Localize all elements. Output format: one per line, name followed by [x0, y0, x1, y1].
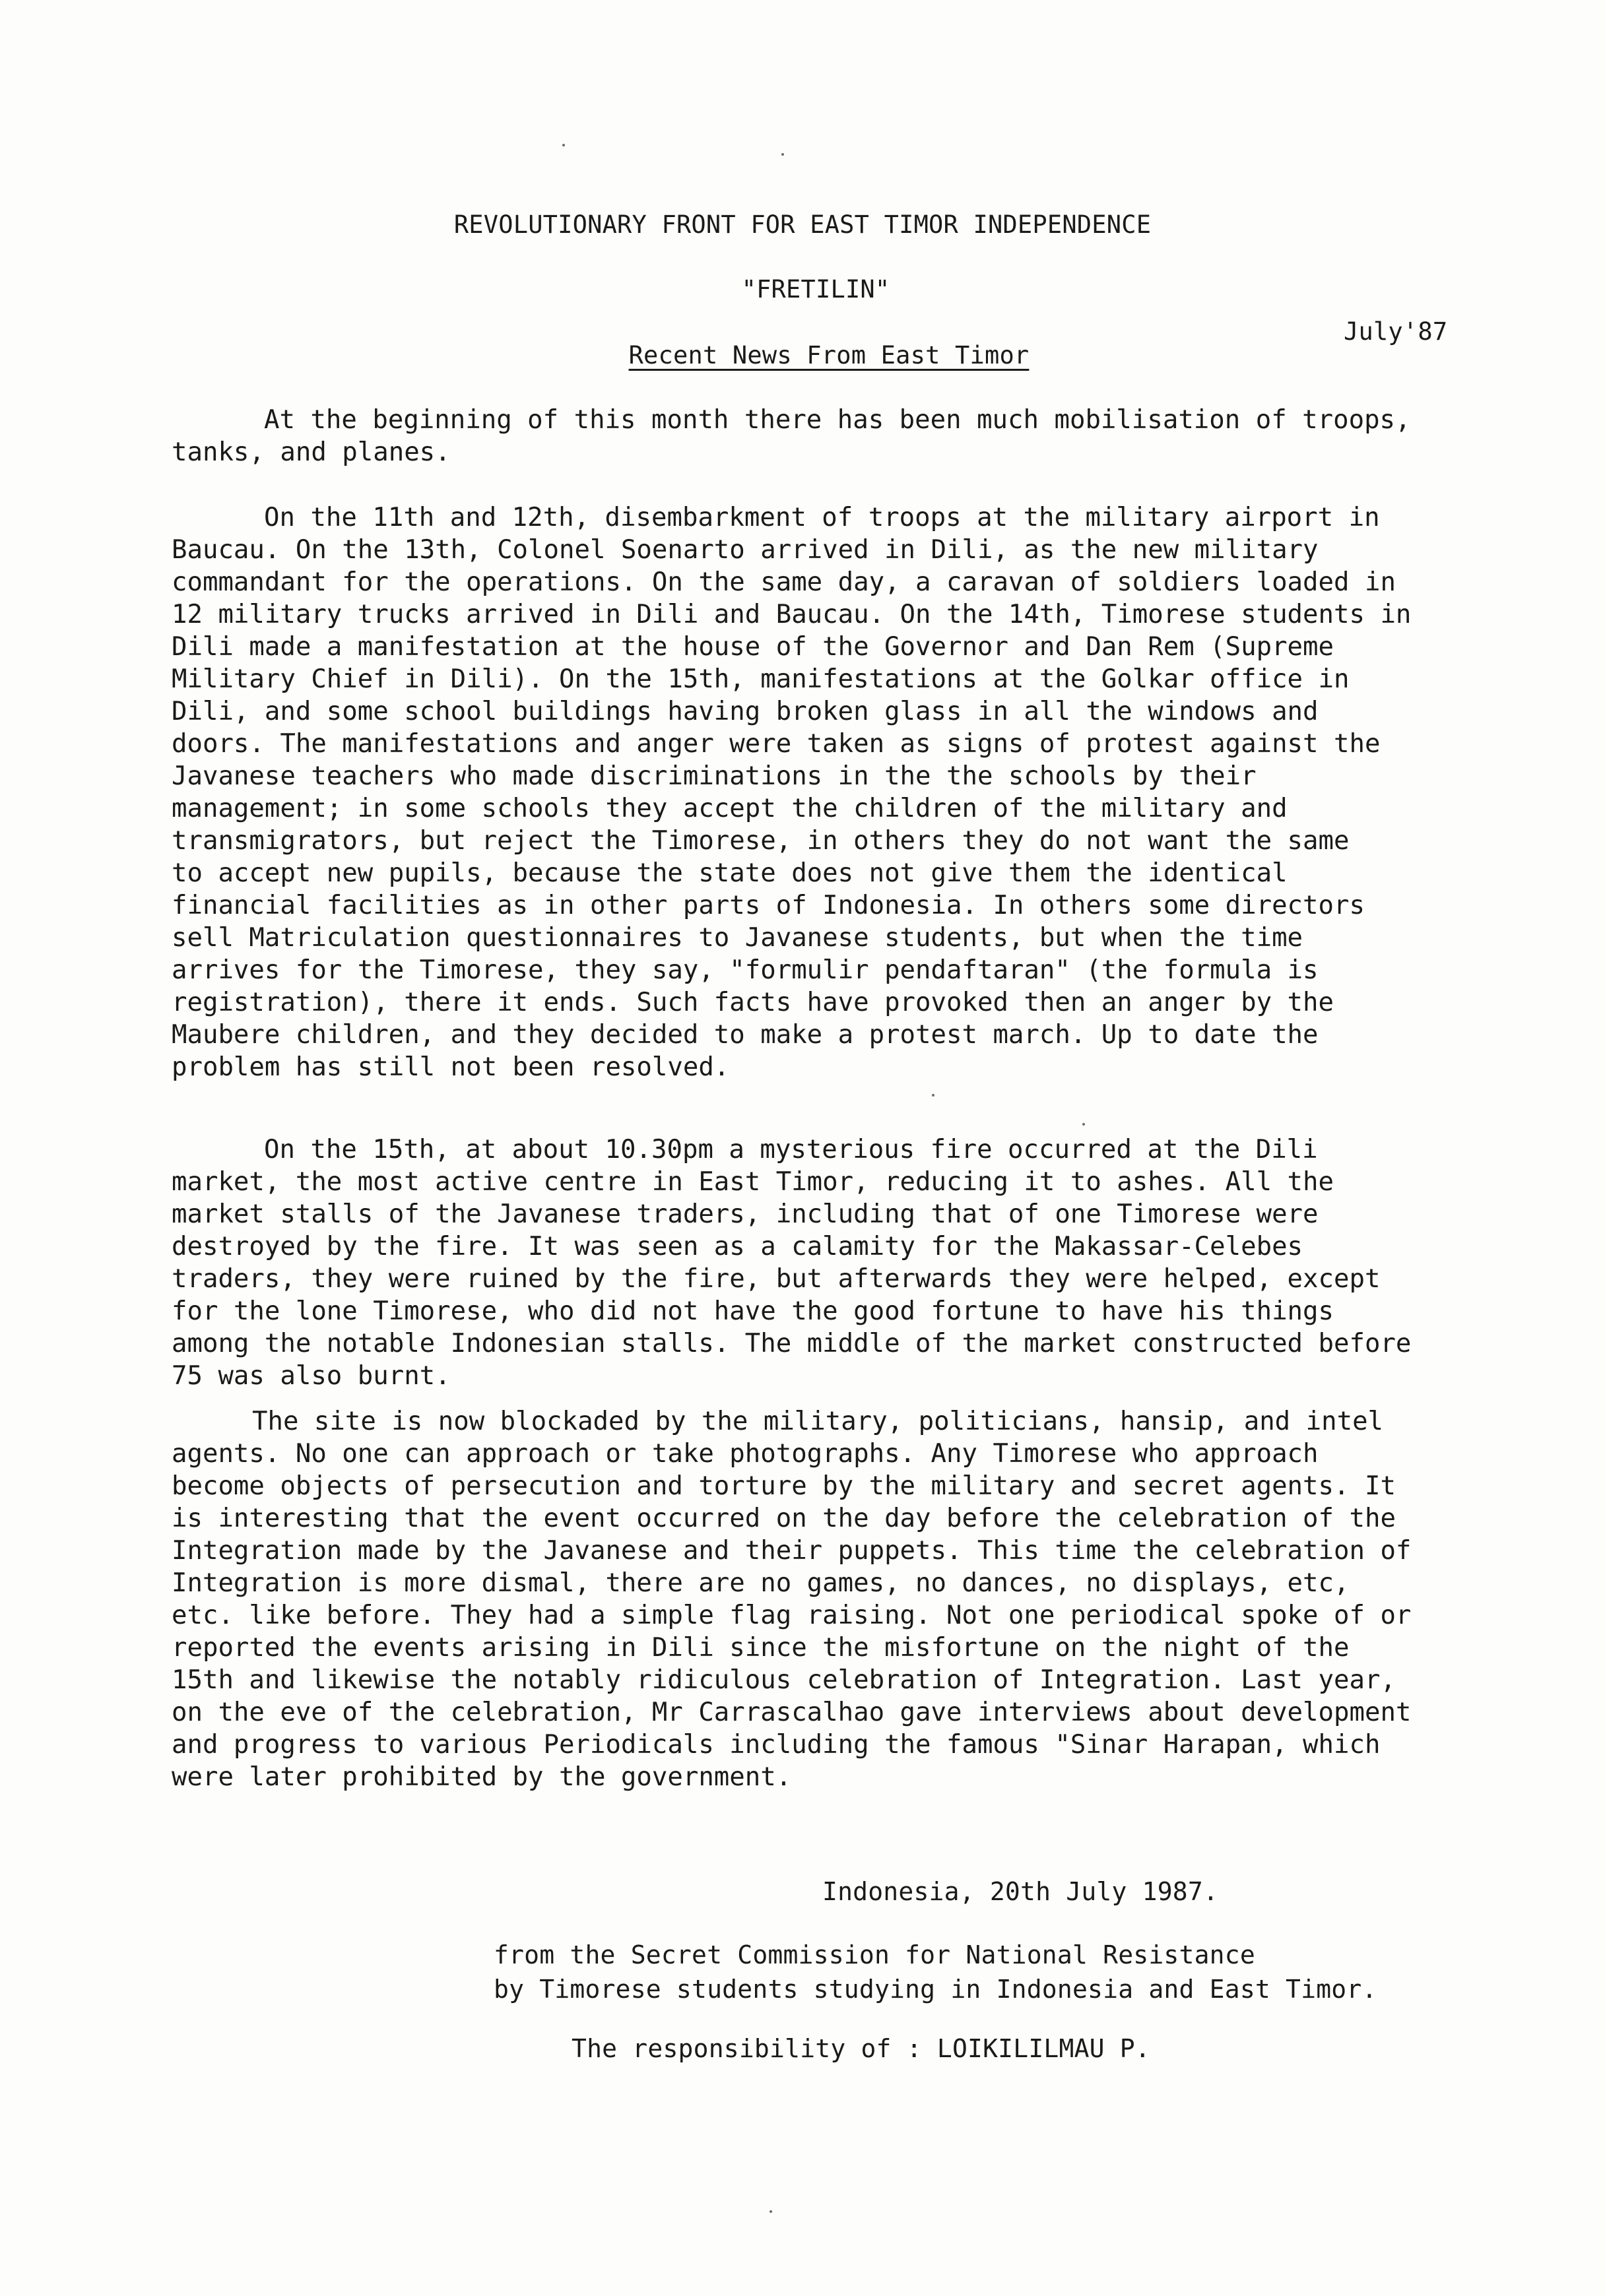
text-line: Maubere children, and they decided to make a protest march. Up to date the [172, 1020, 1319, 1050]
document-title: Recent News From East Timor [628, 341, 1030, 369]
text-line: 75 was also burnt. [172, 1361, 451, 1391]
text-line: doors. The manifestations and anger were taken as signs of protest against the [172, 729, 1381, 759]
closing-responsibility: The responsibility of : LOIKILILMAU P. [572, 2034, 1150, 2063]
text-line: transmigrators, but reject the Timorese, in others they do not want the same [172, 826, 1350, 856]
text-line: Integration is more dismal, there are no games, no dances, no displays, etc, [172, 1568, 1350, 1598]
text-line: is interesting that the event occurred on the day before the celebration of the [172, 1504, 1396, 1533]
text-line: On the 11th and 12th, disembarkment of troops at the military airport in [264, 503, 1380, 532]
paragraph-manifestations [172, 501, 1478, 1083]
text-line: Javanese teachers who made discriminations in the the schools by their [172, 761, 1257, 791]
document-date: July'87 [1344, 317, 1448, 346]
text-line: tanks, and planes. [172, 437, 451, 467]
scan-speck [781, 153, 784, 156]
text-line: management; in some schools they accept the children of the military and [172, 794, 1288, 823]
text-line: among the notable Indonesian stalls. The middle of the market constructed before [172, 1329, 1412, 1358]
text-line: Dili, and some school buildings having broken glass in all the windows and [172, 697, 1319, 726]
text-line: were later prohibited by the government. [172, 1762, 792, 1792]
scan-speck [562, 144, 565, 146]
paragraph-mobilisation [172, 404, 1478, 468]
text-line: on the eve of the celebration, Mr Carrascalhao gave interviews about development [172, 1698, 1412, 1727]
text-line: Baucau. On the 13th, Colonel Soenarto arrived in Dili, as the new military [172, 535, 1319, 565]
scan-speck [932, 1094, 934, 1097]
text-line: The site is now blockaded by the military, politicians, hansip, and intel [252, 1407, 1384, 1436]
text-line: traders, they were ruined by the fire, but afterwards they were helped, except [172, 1264, 1381, 1294]
scan-speck [770, 2210, 772, 2213]
text-line: registration), there it ends. Such facts have provoked then an anger by the [172, 988, 1334, 1017]
text-line: market, the most active centre in East Timor, reducing it to ashes. All the [172, 1167, 1334, 1197]
text-line: reported the events arising in Dili since the misfortune on the night of the [172, 1633, 1350, 1663]
text-line: destroyed by the fire. It was seen as a calamity for the Makassar-Celebes [172, 1232, 1303, 1261]
acronym-heading: "FRETILIN" [741, 275, 890, 303]
closing-from-line-2: by Timorese students studying in Indonesia and East Timor. [494, 1975, 1377, 2004]
text-line: Dili made a manifestation at the house of the Governor and Dan Rem (Supreme [172, 632, 1334, 662]
text-line: for the lone Timorese, who did not have the good fortune to have his things [172, 1296, 1334, 1326]
text-line: At the beginning of this month there has been much mobilisation of troops, [264, 405, 1411, 435]
paragraph-blockade [172, 1405, 1478, 1793]
text-line: financial facilities as in other parts of Indonesia. In others some directors [172, 891, 1365, 920]
text-line: agents. No one can approach or take photographs. Any Timorese who approach [172, 1439, 1319, 1469]
text-line: etc. like before. They had a simple flag raising. Not one periodical spoke of or [172, 1601, 1412, 1630]
text-line: 12 military trucks arrived in Dili and Baucau. On the 14th, Timorese students in [172, 600, 1412, 629]
paragraph-market-fire [172, 1133, 1478, 1392]
text-line: 15th and likewise the notably ridiculous celebration of Integration. Last year, [172, 1665, 1396, 1695]
text-line: market stalls of the Javanese traders, including that of one Timorese were [172, 1199, 1319, 1229]
closing-place-date: Indonesia, 20th July 1987. [822, 1877, 1219, 1906]
text-line: commandant for the operations. On the same day, a caravan of soldiers loaded in [172, 567, 1396, 597]
text-line: become objects of persecution and torture by the military and secret agents. It [172, 1471, 1396, 1501]
text-line: Integration made by the Javanese and their puppets. This time the celebration of [172, 1536, 1412, 1566]
text-line: arrives for the Timorese, they say, "formulir pendaftaran" (the formula is [172, 955, 1319, 985]
text-line: On the 15th, at about 10.30pm a mysterious fire occurred at the Dili [264, 1135, 1318, 1164]
scan-speck [1082, 1123, 1085, 1126]
text-line: and progress to various Periodicals including the famous "Sinar Harapan, which [172, 1730, 1381, 1760]
closing-from-line-1: from the Secret Commission for National Resistance [494, 1940, 1255, 1969]
text-line: problem has still not been resolved. [172, 1052, 730, 1082]
text-line: Military Chief in Dili). On the 15th, manifestations at the Golkar office in [172, 664, 1350, 694]
text-line: sell Matriculation questionnaires to Javanese students, but when the time [172, 923, 1303, 953]
organization-heading: REVOLUTIONARY FRONT FOR EAST TIMOR INDEPENDENCE [453, 210, 1152, 239]
text-line: to accept new pupils, because the state does not give them the identical [172, 858, 1288, 888]
